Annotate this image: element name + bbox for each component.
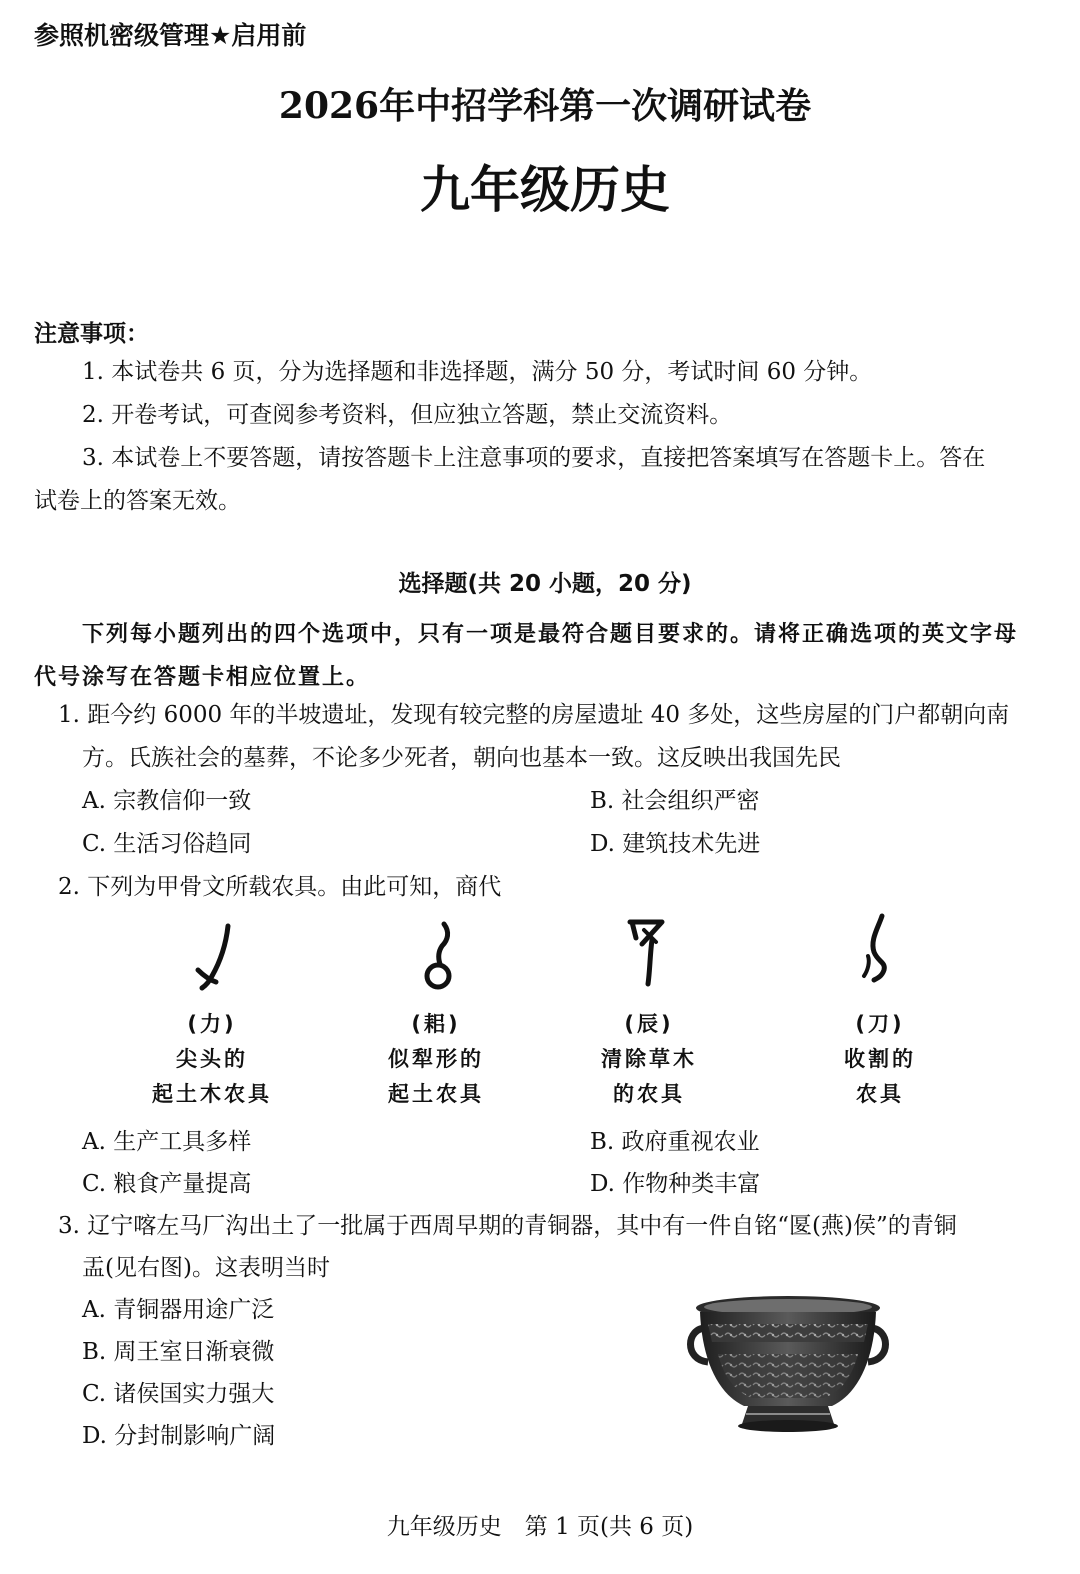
- question-2-option-d: D. 作物种类丰富: [590, 1171, 761, 1197]
- glyph-label-chen: [574, 1007, 724, 1112]
- question-1-stem: 1. 距今约 6000 年的半坡遗址，发现有较完整的房屋遗址 40 多处，这些房屋的门户都朝向南: [58, 702, 1010, 728]
- glyph-desc-line: 尖头的: [176, 1047, 248, 1071]
- question-1-option-c: C. 生活习俗趋同: [82, 831, 252, 857]
- question-3-option-a: A. 青铜器用途广泛: [82, 1297, 275, 1323]
- notice-item: 试卷上的答案无效。: [34, 488, 241, 514]
- glyph-desc-line: 似犁形的: [388, 1047, 484, 1071]
- question-3-option-c: C. 诸侯国实力强大: [82, 1381, 275, 1407]
- glyph-desc-line: 的农具: [613, 1082, 685, 1106]
- question-2-option-a: A. 生产工具多样: [82, 1129, 252, 1155]
- glyph-desc-line: 收割的: [844, 1047, 916, 1071]
- question-1-stem: 方。氏族社会的墓葬，不论多少死者，朝向也基本一致。这反映出我国先民: [82, 745, 841, 771]
- question-1-option-b: B. 社会组织严密: [590, 788, 760, 814]
- section-instruction: 代号涂写在答题卡相应位置上。: [34, 665, 371, 690]
- section-instruction: 下列每小题列出的四个选项中，只有一项是最符合题目要求的。请将正确选项的英文字母: [82, 622, 1019, 647]
- exam-title: 2026年中招学科第一次调研试卷: [278, 85, 812, 127]
- question-3-option-d: D. 分封制影响广阔: [82, 1423, 276, 1449]
- question-1-option-a: A. 宗教信仰一致: [82, 788, 252, 814]
- question-2-stem: 2. 下列为甲骨文所载农具。由此可知，商代: [58, 874, 502, 900]
- question-2-option-b: B. 政府重视农业: [590, 1129, 760, 1155]
- oracle-glyph-dao: [852, 912, 912, 986]
- glyph-label-si: [361, 1007, 511, 1112]
- glyph-desc-line: 起土农具: [388, 1082, 484, 1106]
- glyph-char: (刀): [855, 1012, 905, 1036]
- oracle-glyph-chen: [622, 914, 682, 990]
- bronze-yu-vessel-illustration: [682, 1290, 894, 1450]
- glyph-char: (耜): [411, 1012, 461, 1036]
- notice-item: 1. 本试卷共 6 页，分为选择题和非选择题，满分 50 分，考试时间 60 分钟。: [82, 359, 873, 385]
- notice-heading: 注意事项：: [34, 321, 149, 347]
- glyph-desc-line: 农具: [856, 1082, 904, 1106]
- question-1-option-d: D. 建筑技术先进: [590, 831, 761, 857]
- glyph-desc-line: 清除草木: [601, 1047, 697, 1071]
- page-footer: 九年级历史 第 1 页(共 6 页): [386, 1514, 694, 1540]
- glyph-char: (辰): [624, 1012, 674, 1036]
- glyph-label-dao: [805, 1007, 955, 1112]
- question-2-option-c: C. 粮食产量提高: [82, 1171, 252, 1197]
- question-3-stem: 盂(见右图)。这表明当时: [82, 1255, 330, 1281]
- oracle-glyph-si: [410, 918, 470, 992]
- secret-level: 参照机密级管理★启用前: [34, 21, 307, 50]
- glyph-label-li: [137, 1007, 287, 1112]
- question-3-option-b: B. 周王室日渐衰微: [82, 1339, 275, 1365]
- question-3-stem: 3. 辽宁喀左马厂沟出土了一批属于西周早期的青铜器，其中有一件自铭“匽(燕)侯”的青铜: [58, 1213, 957, 1239]
- notice-item: 2. 开卷考试，可查阅参考资料，但应独立答题，禁止交流资料。: [82, 402, 733, 428]
- section-heading: 选择题(共 20 小题，20 分): [398, 571, 692, 597]
- notice-item: 3. 本试卷上不要答题，请按答题卡上注意事项的要求，直接把答案填写在答题卡上。答在: [82, 445, 986, 471]
- subject-title: 九年级历史: [420, 160, 670, 219]
- glyph-char: (力): [187, 1012, 237, 1036]
- oracle-glyph-li: [190, 920, 250, 992]
- glyph-desc-line: 起土木农具: [152, 1082, 272, 1106]
